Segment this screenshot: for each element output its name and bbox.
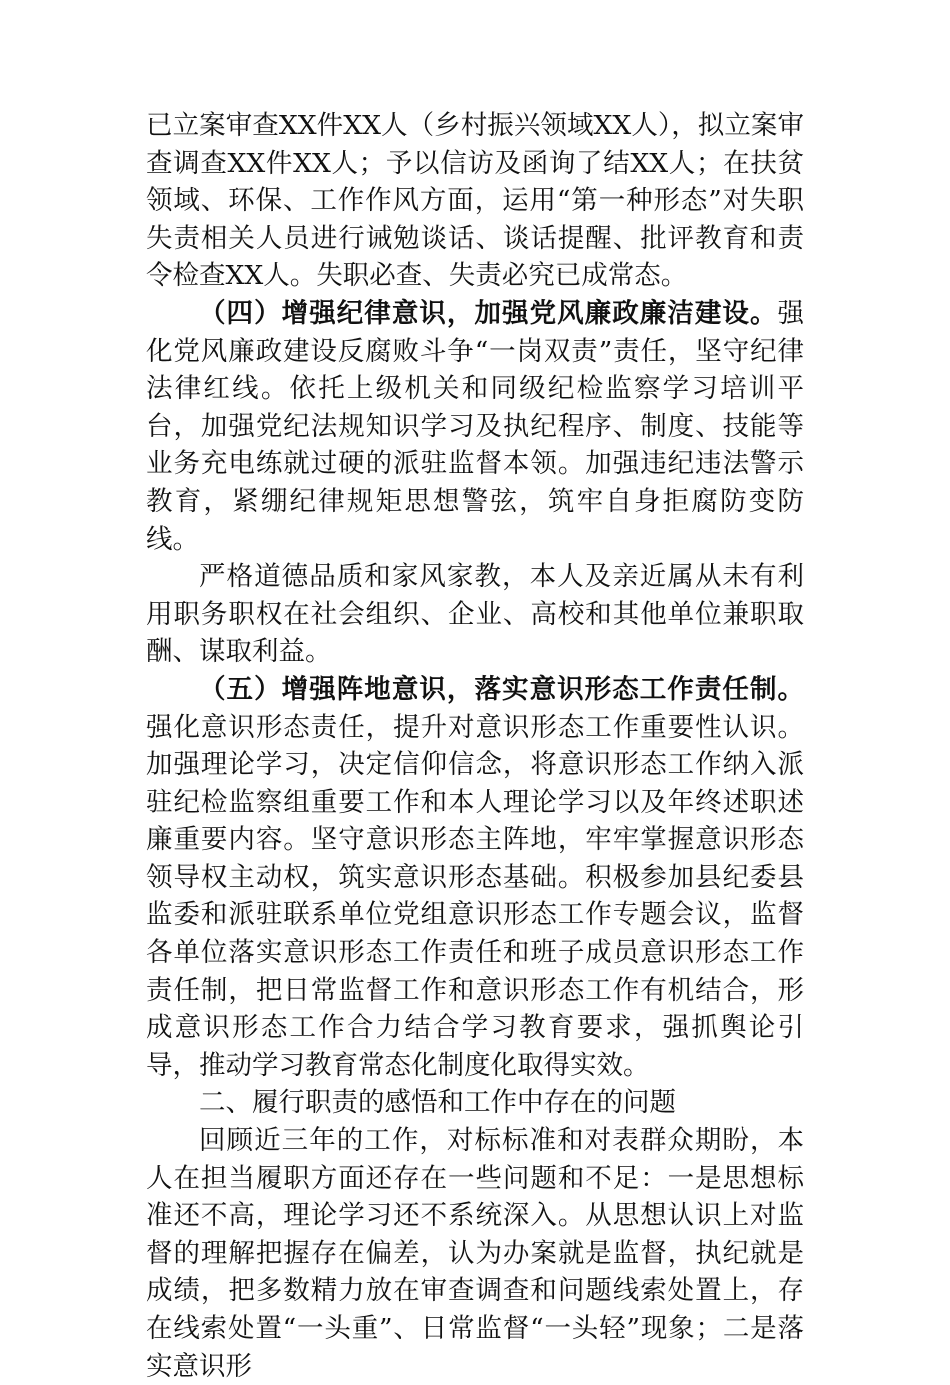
- subsection-heading-4: （四）增强纪律意识，加强党风廉政廉洁建设。: [199, 297, 778, 329]
- paragraph-discipline: [146, 295, 804, 558]
- paragraph-ideology-body: 强化意识形态责任，提升对意识形态工作重要性认识。加强理论学习，决定信仰信念，将意识形态工作纳入派驻纪检监察组重要工作和本人理论学习以及年终述职述廉重要内容。坚守意识形态主阵地，牢牢掌握意识形态领导权主动权，筑实意识形态基础。积极参加县纪委县监委和派驻联系单位党组意识形态工作专题会议，监督各单位落实意识形态工作责任和班子成员意识形态工作责任制，把日常监督工作和意识形态工作有机结合，形成意识形态工作合力结合学习教育要求，强抓舆论引导，推动学习教育常态化制度化取得实效。: [146, 711, 804, 1081]
- paragraph-case-summary: 已立案审查XX件XX人（乡村振兴领域XX人），拟立案审查调查XX件XX人；予以信访及函询了结XX人；在扶贫领域、环保、工作作风方面，运用“第一种形态”对失职失责相关人员进行诫勉谈话、谈话提醒、批评教育和责令检查XX人。失职必查、失责必究已成常态。: [146, 110, 804, 292]
- paragraph-ethics: 严格道德品质和家风家教，本人及亲近属从未有利用职务职权在社会组织、企业、高校和其他单位兼职取酬、谋取利益。: [146, 561, 804, 668]
- paragraph-ideology: [146, 671, 804, 1085]
- subsection-heading-5: （五）增强阵地意识，落实意识形态工作责任制。: [199, 673, 804, 705]
- paragraph-reflection: 回顾近三年的工作，对标标准和对表群众期盼，本人在担当履职方面还存在一些问题和不足：一是思想标准还不高，理论学习还不系统深入。从思想认识上对监督的理解把握存在偏差，认为办案就是监督，执纪就是成绩，把多数精力放在审查调查和问题线索处置上，存在线索处置“一头重”、日常监督“一头轻”现象；二是落实意识形: [146, 1125, 804, 1382]
- paragraph-discipline-body: 强化党风廉政建设反腐败斗争“一岗双责”责任，坚守纪律法律红线。依托上级机关和同级纪检监察学习培训平台，加强党纪法规知识学习及执纪程序、制度、技能等业务充电练就过硬的派驻监督本领。加强违纪违法警示教育，紧绷纪律规矩思想警弦，筑牢自身拒腐防变防线。: [146, 297, 804, 555]
- section-heading-2: 二、履行职责的感悟和工作中存在的问题: [199, 1087, 676, 1119]
